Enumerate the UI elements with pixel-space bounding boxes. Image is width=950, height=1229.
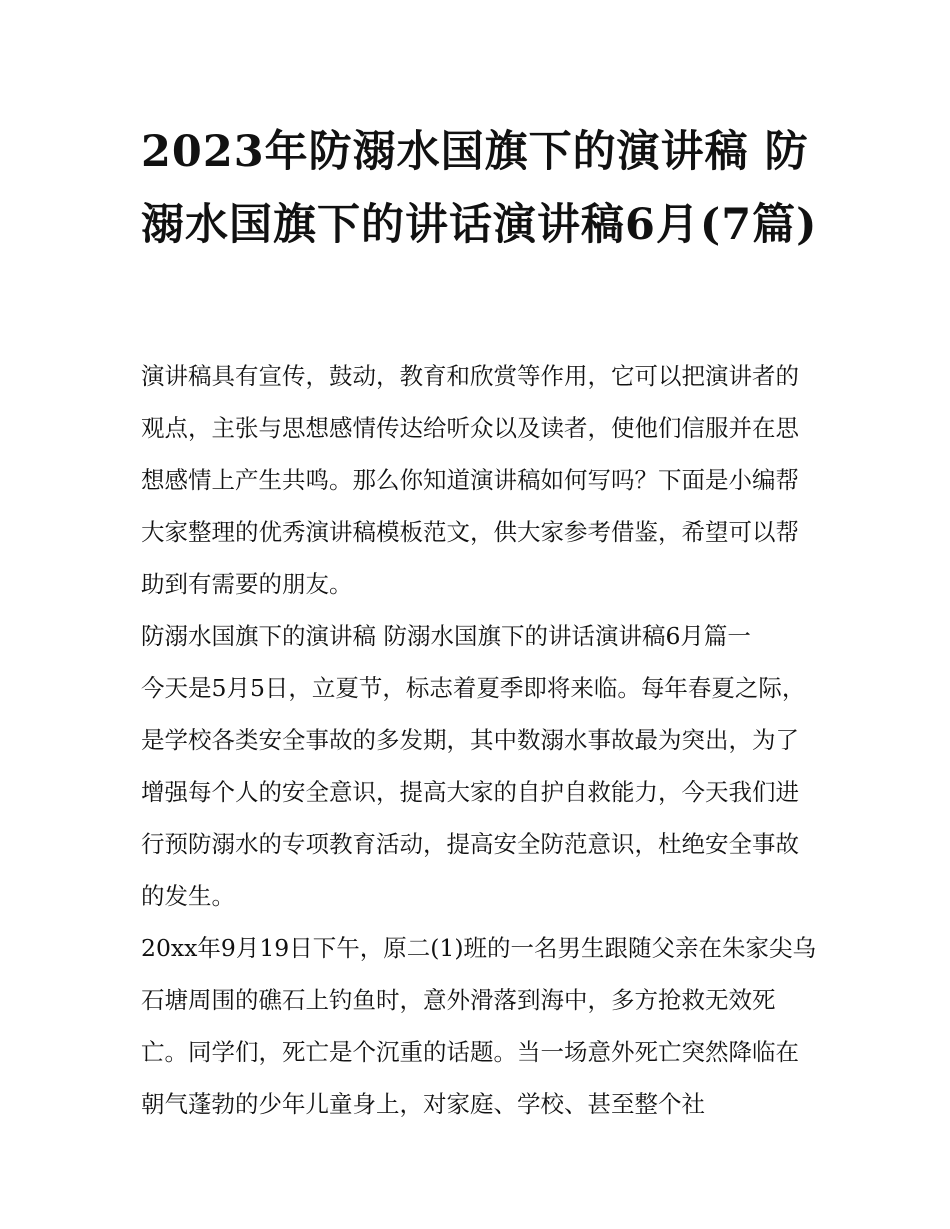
paragraph-safety-notice: 今天是5月5日，立夏节，标志着夏季即将来临。每年春夏之际，是学校各类安全事故的多发期，其中数溺水事故最为突出，为了增强每个人的安全意识，提高大家的自护自救能力，今天我们进行预防溺水的专项教育活动，提高安全防范意识，杜绝安全事故的发生。: [141, 674, 806, 910]
document-body: [141, 350, 821, 1130]
paragraph-section-heading: 防溺水国旗下的演讲稿 防溺水国旗下的讲话演讲稿6月篇一: [141, 622, 751, 650]
paragraph-intro: 演讲稿具有宣传，鼓动，教育和欣赏等作用，它可以把演讲者的观点，主张与思想感情传达给听众以及读者，使他们信服并在思想感情上产生共鸣。那么你知道演讲稿如何写吗？下面是小编帮大家整理的优秀演讲稿模板范文，供大家参考借鉴，希望可以帮助到有需要的朋友。: [141, 362, 799, 598]
document-title: 2023年防溺水国旗下的演讲稿 防溺水国旗下的讲话演讲稿6月(7篇): [141, 127, 818, 250]
paragraph-incident: 20xx年9月19日下午，原二(1)班的一名男生跟随父亲在朱家尖乌石塘周围的礁石上钓鱼时，意外滑落到海中，多方抢救无效死亡。同学们，死亡是个沉重的话题。当一场意外死亡突然降临在朝气蓬勃的少年儿童身上，对家庭、学校、甚至整个社: [141, 934, 817, 1118]
